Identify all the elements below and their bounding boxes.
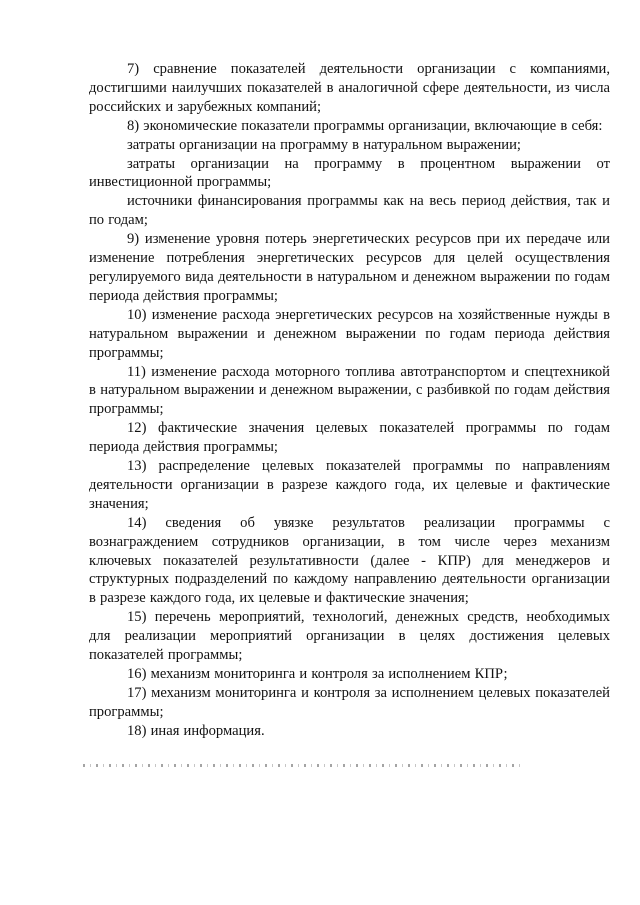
paragraph-item-10: 10) изменение расхода энергетических ресурсов на хозяйственные нужды в натуральном выражении и денежном выражении по годам периода действия программы;	[89, 306, 610, 361]
paragraph-subitem-funding-sources: источники финансирования программы как на весь период действия, так и по годам;	[89, 193, 610, 229]
paragraph-item-13: 13) распределение целевых показателей программы по направлениям деятельности организации в разрезе каждого года, их целевые и фактические значения;	[89, 458, 610, 512]
scan-noise-line	[83, 764, 523, 767]
paragraph-item-7: 7) сравнение показателей деятельности организации с компаниями, достигшими наилучших показателей в аналогичной сфере деятельности, из числа российских и зарубежных компаний;	[89, 61, 610, 115]
paragraph-item-11: 11) изменение расхода моторного топлива автотранспортом и спецтехникой в натуральном выражении и денежном выражении, с разбивкой по годам действия программы;	[89, 363, 610, 418]
paragraph-item-9: 9) изменение уровня потерь энергетических ресурсов при их передаче или изменение потребления энергетических ресурсов для целей осуществления регулируемого вида деятельности в натуральном и денежном выражении по годам периода действия программы;	[89, 231, 610, 304]
paragraph-item-17: 17) механизм мониторинга и контроля за исполнением целевых показателей программы;	[89, 684, 610, 720]
paragraph-item-8: 8) экономические показатели программы организации, включающие в себя:	[127, 117, 603, 134]
document-body	[89, 60, 610, 741]
paragraph-item-12: 12) фактические значения целевых показателей программы по годам периода действия программы;	[89, 420, 610, 456]
paragraph-subitem-costs-natural: затраты организации на программу в натуральном выражении;	[127, 136, 521, 153]
paragraph-subitem-costs-percent: затраты организации на программу в процентном выражении от инвестиционной программы;	[89, 155, 610, 191]
paragraph-item-14: 14) сведения об увязке результатов реализации программы с вознаграждением сотрудников организации, в том числе через механизм ключевых показателей результативности (далее - КПР) для менеджеров и структурных подразделений по каждому направлению деятельности организации в разрезе каждого года, их целевые и фактические значения;	[89, 514, 610, 607]
paragraph-item-16: 16) механизм мониторинга и контроля за исполнением КПР;	[127, 666, 508, 682]
paragraph-item-18: 18) иная информация.	[127, 722, 265, 739]
paragraph-item-15: 15) перечень мероприятий, технологий, денежных средств, необходимых для реализации мероприятий организации в целях достижения целевых показателей программы;	[89, 609, 610, 664]
